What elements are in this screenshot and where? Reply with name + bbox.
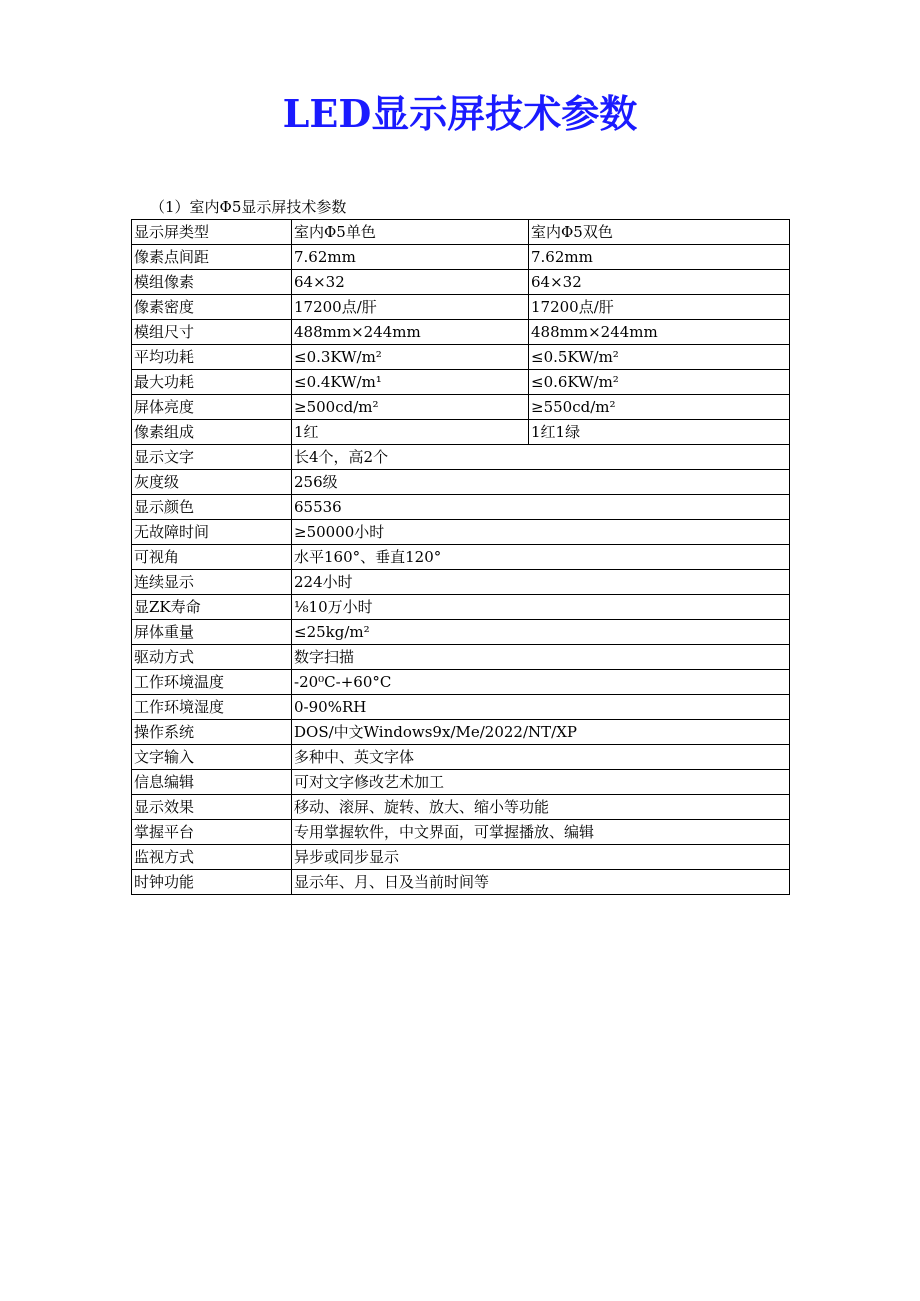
row-label: 显示文字 xyxy=(132,445,292,470)
table-row xyxy=(132,545,790,570)
row-label: 平均功耗 xyxy=(132,345,292,370)
row-label: 可视角 xyxy=(132,545,292,570)
row-label: 像素密度 xyxy=(132,295,292,320)
page-title: LED显示屏技术参数 xyxy=(282,91,638,136)
table-row xyxy=(132,595,790,620)
section-caption: （1）室内Φ5显示屏技术参数 xyxy=(150,198,347,216)
row-value: 显示年、月、日及当前时间等 xyxy=(292,870,790,895)
row-value-dual-color: ≤0.5KW/m² xyxy=(529,345,790,370)
row-value: 可对文字修改艺术加工 xyxy=(292,770,790,795)
row-value: 65536 xyxy=(292,495,790,520)
row-label: 工作环境湿度 xyxy=(132,695,292,720)
row-label: 像素组成 xyxy=(132,420,292,445)
table-row xyxy=(132,695,790,720)
row-value-dual-color: 488mm×244mm xyxy=(529,320,790,345)
table-row xyxy=(132,795,790,820)
row-value-single-color: 7.62mm xyxy=(292,245,529,270)
spec-table xyxy=(131,219,790,895)
table-row xyxy=(132,820,790,845)
table-row xyxy=(132,870,790,895)
row-value: 256级 xyxy=(292,470,790,495)
table-row xyxy=(132,745,790,770)
row-label: 连续显示 xyxy=(132,570,292,595)
table-row xyxy=(132,770,790,795)
row-label: 驱动方式 xyxy=(132,645,292,670)
row-label: 显示屏类型 xyxy=(132,220,292,245)
row-value: ≤25kg/m² xyxy=(292,620,790,645)
row-value: 异步或同步显示 xyxy=(292,845,790,870)
row-label: 灰度级 xyxy=(132,470,292,495)
table-row xyxy=(132,370,790,395)
row-label: 时钟功能 xyxy=(132,870,292,895)
row-label: 最大功耗 xyxy=(132,370,292,395)
row-label: 信息编辑 xyxy=(132,770,292,795)
row-value-dual-color: 室内Φ5双色 xyxy=(529,220,790,245)
row-value-single-color: 1红 xyxy=(292,420,529,445)
row-value-single-color: 室内Φ5单色 xyxy=(292,220,529,245)
row-label: 像素点间距 xyxy=(132,245,292,270)
table-row xyxy=(132,345,790,370)
row-value-dual-color: 64×32 xyxy=(529,270,790,295)
table-row xyxy=(132,420,790,445)
row-value: 专用掌握软件，中文界面，可掌握播放、编辑 xyxy=(292,820,790,845)
row-value: -20⁰C-+60°C xyxy=(292,670,790,695)
table-row xyxy=(132,620,790,645)
table-row xyxy=(132,520,790,545)
row-value: 长4个，高2个 xyxy=(292,445,790,470)
table-row xyxy=(132,845,790,870)
row-value: 0-90%RH xyxy=(292,695,790,720)
table-row xyxy=(132,495,790,520)
row-value: DOS/中文Windows9x/Me/2022/NT/XP xyxy=(292,720,790,745)
row-value: 数字扫描 xyxy=(292,645,790,670)
table-row xyxy=(132,670,790,695)
table-row xyxy=(132,245,790,270)
row-value: 多种中、英文字体 xyxy=(292,745,790,770)
table-row xyxy=(132,470,790,495)
row-label: 掌握平台 xyxy=(132,820,292,845)
row-label: 模组像素 xyxy=(132,270,292,295)
table-row xyxy=(132,645,790,670)
row-value-single-color: ≤0.4KW/m¹ xyxy=(292,370,529,395)
row-label: 模组尺寸 xyxy=(132,320,292,345)
row-value-dual-color: 17200点/肝 xyxy=(529,295,790,320)
row-value-single-color: ≤0.3KW/m² xyxy=(292,345,529,370)
table-row xyxy=(132,220,790,245)
row-value-single-color: 488mm×244mm xyxy=(292,320,529,345)
row-value-dual-color: ≤0.6KW/m² xyxy=(529,370,790,395)
row-value-dual-color: ≥550cd/m² xyxy=(529,395,790,420)
table-row xyxy=(132,395,790,420)
row-value-single-color: 17200点/肝 xyxy=(292,295,529,320)
row-label: 屏体重量 xyxy=(132,620,292,645)
row-value-dual-color: 1红1绿 xyxy=(529,420,790,445)
row-value: 水平160°、垂直120° xyxy=(292,545,790,570)
row-label: 显示颜色 xyxy=(132,495,292,520)
table-row xyxy=(132,295,790,320)
row-value: 224小时 xyxy=(292,570,790,595)
row-value: 移动、滚屏、旋转、放大、缩小等功能 xyxy=(292,795,790,820)
row-value-single-color: ≥500cd/m² xyxy=(292,395,529,420)
row-value: ≥50000小时 xyxy=(292,520,790,545)
row-label: 屏体亮度 xyxy=(132,395,292,420)
row-label: 显示效果 xyxy=(132,795,292,820)
row-label: 无故障时间 xyxy=(132,520,292,545)
table-row xyxy=(132,320,790,345)
spec-table-body xyxy=(132,220,790,895)
table-row xyxy=(132,570,790,595)
table-row xyxy=(132,720,790,745)
row-label: 操作系统 xyxy=(132,720,292,745)
row-value-dual-color: 7.62mm xyxy=(529,245,790,270)
table-row xyxy=(132,270,790,295)
row-value-single-color: 64×32 xyxy=(292,270,529,295)
row-label: 工作环境温度 xyxy=(132,670,292,695)
row-label: 显ZK寿命 xyxy=(132,595,292,620)
row-label: 文字输入 xyxy=(132,745,292,770)
row-label: 监视方式 xyxy=(132,845,292,870)
table-row xyxy=(132,445,790,470)
row-value: ⅛10万小时 xyxy=(292,595,790,620)
